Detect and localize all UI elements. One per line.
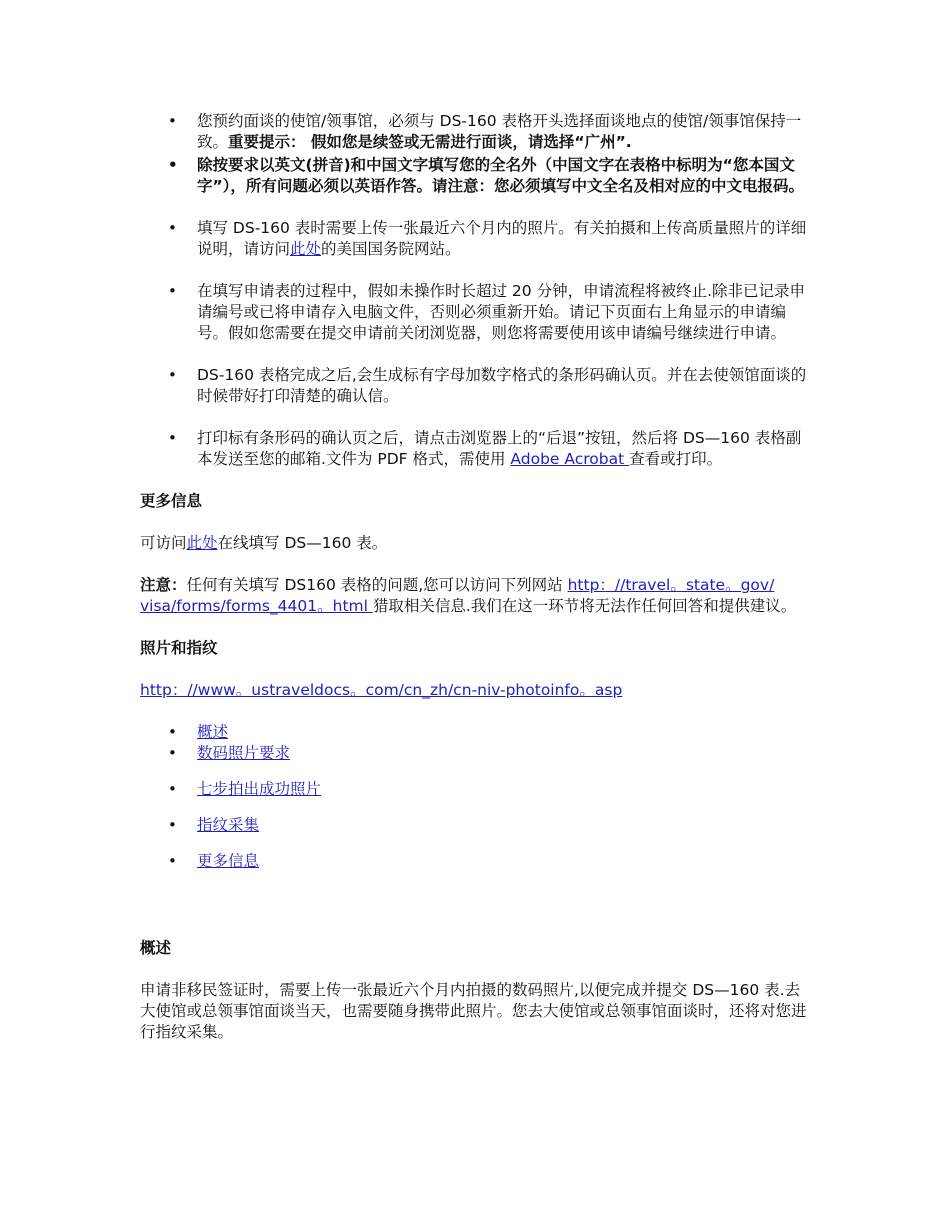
more-info-link[interactable]: 更多信息	[197, 852, 260, 870]
photo-fingerprint-heading: 照片和指纹	[140, 639, 218, 657]
here-link[interactable]: 此处	[290, 240, 322, 258]
list-item: • 填写 DS-160 表时需要上传一张最近六个月内的照片。有关拍摄和上传高质量照片的详细说明，请访问此处的美国国务院网站。	[140, 218, 812, 260]
ustraveldocs-link[interactable]: http：//www。ustraveldocs。com/cn_zh/cn-niv-photoinfo。asp	[140, 681, 623, 699]
list-item: • 除按要求以英文(拼音)和中国文字填写您的全名外（中国文字在表格中标明为“您本国文字”），所有问题必须以英语作答。请注意：您必须填写中文全名及相对应的中文电报码。	[140, 155, 812, 197]
ds160-online-link[interactable]: 此处	[186, 534, 218, 552]
visit-paragraph: 可访问此处在线填写 DS—160 表。	[140, 534, 388, 552]
list-item: • 打印标有条形码的确认页之后，请点击浏览器上的“后退”按钮，然后将 DS—160 表格副本发送至您的邮箱.文件为 PDF 格式，需使用 Adobe Acrobat 查看或打印。	[140, 428, 812, 470]
digital-photo-requirements-link[interactable]: 数码照片要求	[197, 744, 291, 762]
list-item	[140, 779, 812, 800]
list-item: • DS-160 表格完成之后,会生成标有字母加数字格式的条形码确认页。并在去使领馆面谈的时候带好打印清楚的确认信。	[140, 365, 812, 407]
list-item	[140, 815, 812, 836]
photo-url-paragraph	[140, 680, 812, 701]
document-page	[140, 111, 812, 1043]
list-item	[140, 743, 812, 764]
photo-links-list	[140, 722, 812, 872]
list-item: • 在填写申请表的过程中，假如未操作时长超过 20 分钟，申请流程将被终止.除非已记录申请编号或已将申请存入电脑文件，否则必须重新开始。请记下页面右上角显示的申请编号。假如您需要在提交申请前关闭浏览器，则您将需要使用该申请编号继续进行申请。	[140, 281, 812, 344]
list-item: • 您预约面谈的使馆/领事馆，必须与 DS-160 表格开头选择面谈地点的使馆/领事馆保持一致。重要提示： 假如您是续签或无需进行面谈，请选择“广州”.	[140, 111, 812, 153]
note-paragraph: 注意：任何有关填写 DS160 表格的问题,您可以访问下列网站 http：//travel。state。gov/ visa/forms/forms_4401。html 猎取相关信息.我们在这一环节将无法作任何回答和提供建议。	[140, 576, 797, 615]
seven-steps-photo-link[interactable]: 七步拍出成功照片	[197, 780, 322, 798]
overview-heading: 概述	[140, 939, 172, 957]
overview-paragraph: 申请非移民签证时，需要上传一张最近六个月内拍摄的数码照片,以便完成并提交 DS—160 表.去大使馆或总领事馆面谈当天，也需要随身携带此照片。您去大使馆或总领事馆面谈时，还将对您进行指纹采集。	[140, 981, 807, 1041]
instructions-list	[140, 111, 812, 470]
overview-link[interactable]: 概述	[197, 723, 229, 741]
more-info-heading: 更多信息	[140, 492, 203, 510]
fingerprint-collection-link[interactable]: 指纹采集	[197, 816, 260, 834]
list-item	[140, 722, 812, 743]
travel-state-gov-link[interactable]: http：//travel。state。gov/ visa/forms/forms_4401。html	[140, 576, 775, 615]
list-item	[140, 851, 812, 872]
adobe-acrobat-link[interactable]: Adobe Acrobat	[510, 450, 630, 468]
